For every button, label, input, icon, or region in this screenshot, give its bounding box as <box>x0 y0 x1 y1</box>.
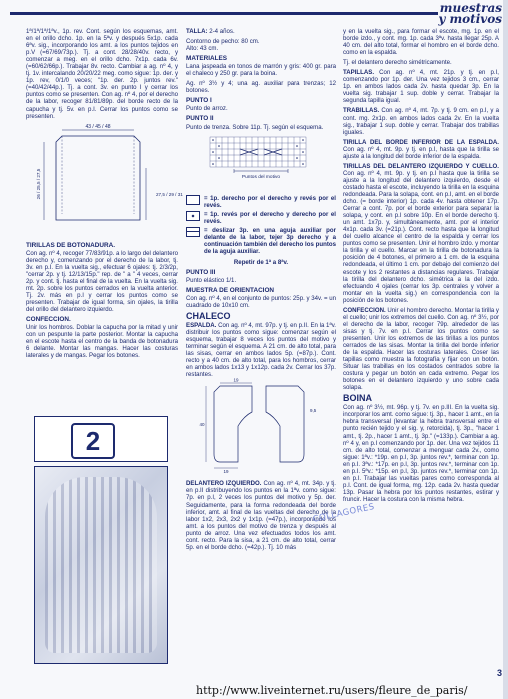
tirillas-del-paragraph <box>343 163 499 304</box>
talla-label: TALLA: <box>186 28 208 35</box>
punto3-text: Punto elástico 1/1. <box>186 276 237 284</box>
tirilla-paragraph <box>343 139 499 160</box>
garment-photo <box>34 466 168 664</box>
brand-line-2: y motivos <box>438 12 502 26</box>
tirillas-heading: TIRILLAS DE BOTONADURA. <box>26 241 115 249</box>
legend-row-1 <box>186 195 336 209</box>
brand-logo <box>438 3 502 25</box>
column-1 <box>26 28 183 362</box>
repetir-text: Repetir de 1ª a 8ªv. <box>233 258 289 266</box>
punto2-heading: PUNTO II <box>186 115 214 123</box>
source-url[interactable]: http://www.liveinternet.ru/users/fleure_de_paris/ <box>196 684 468 697</box>
hood-dim-top: 43 / 45 / 48 <box>85 123 111 130</box>
espalda-text: Con ag. nº 4, mt. 97p. y tj. en p.II. En la 1ªv. distribuir los puntos como sigue: comenzar según el esquema, trabajar 8 veces los puntos del motivo y terminar según el esquema. A 21 cm. de alto total, para las sisas, cerrar en ambos lados 5p. (=87p.). Cont. recto y a 40 cm. de alto total, para los hombros, cerrar en ambos lados 1x13 y 1x12p. cada 2v. Cerrar los 37p. restantes. <box>186 321 336 379</box>
punto1-text: Punto de arroz. <box>186 105 228 113</box>
tapillas-heading: TAPILLAS. <box>343 69 375 77</box>
stitch-chart <box>186 135 336 189</box>
tapillas-paragraph <box>343 69 499 104</box>
cable-cross-icon <box>186 227 200 237</box>
column-3 <box>343 28 499 506</box>
hood-dim-right: 27,5 / 29 / 31 <box>156 191 183 197</box>
confeccion2-paragraph <box>343 307 499 392</box>
punto3-heading: PUNTO III <box>186 268 216 276</box>
talla-value: 2-4 años. <box>209 28 235 35</box>
muestra-heading: MUESTRA DE ORIENTACION <box>186 286 275 294</box>
vest-dim-sisa: 9,5 <box>310 408 317 414</box>
alto: Alto: 43 cm. <box>186 45 219 53</box>
agujas-text: Ag. nº 3½ y 4; una ag. auxiliar para trenzas; 12 botones. <box>186 80 336 95</box>
stitch-legend <box>186 195 336 255</box>
vest-diagram <box>186 377 336 476</box>
espalda-heading: ESPALDA. <box>186 321 217 329</box>
confeccion2-heading: CONFECCION. <box>343 306 386 314</box>
vest-diagram-svg <box>186 377 336 475</box>
column-2 <box>186 28 336 554</box>
confeccion1-text: Unir los hombros. Doblar la capucha por la mitad y unir con un pespunte la parte posterior. Montar la capucha en el escote hasta el centro de la banda de botonadura 6 delante. Montar las mangas. Hacer las costuras laterales y de mangas. Pegar los botones. <box>26 324 178 360</box>
trabillas-text: Con ag. nº 4, mt. 7p. y tj. 9 cm. en p.I, y a cont. mg. 2x1p. en ambos lados cada 2v. En la vuelta sig., trabajar 1 sup. doble y cerrar. Trabajar dos trabillas iguales. <box>343 107 499 136</box>
materiales-text: Lana jaspeada en tonos de marrón y gris: 400 gr. para el chaleco y 250 gr. para la boina. <box>186 63 336 78</box>
header-bar <box>0 0 508 26</box>
tirillas-del-text: Con ag. nº 4, mt. 9p. y tj. en p.I hasta que la tirilla se ajuste a la longitud del delantero izquierdo, desde el costado hasta el escote, incluyendo la tirilla en la esquina redondeada. Para la solapa, cont. en p.I, amt. en el borde dcho. (= borde interior) 1p. cada 4v. hasta obtener 17p. Cerrar a cont. 7p. por el borde exterior para separar la solapa, y cont. en p.I sobre 10p. En el borde derecho tj. un amt. 1x7p. y, simultáneamente, amt. por el interior 4x1p. cada 3v. (=21p.). Cont. recto hasta que la longitud del cuello alcance el centro de la espalda y cerrar los puntos como se presenten. Unir el hombro izdo. y montar la tirilla y el cuello. Marcar en la tirilla de botonadura la posición de 4 botones, el primero a 1 cm. de la esquina redondeada, el último 1 cm. por debajo del comienzo del escote y los 2 restantes a distancias regulares. Trabajar la tirilla del delantero dcho. simétrica a la del izdo. efectuando 4 ojales (cerrar los 3p. centrales y volver a montar en la vuelta sig.) en correspondencia con la posición de los botones. <box>343 169 499 304</box>
knit-texture <box>45 477 157 653</box>
contorno: Contorno de pecho: 80 cm. <box>186 38 260 46</box>
hood-diagram <box>26 123 183 238</box>
col1-intro: 1ª/1ª/1ª/1ªv., 1p. rev. Cont. según los esquemas, amt. en el orillo dcho. 1p. en la 5ªv. y después 5x1p. cada 6ªv. sig., incorporando los amt. a los puntos tejidos en p.V (=67/69/73p.). Tj. a cont. 28/28/40v. recto, y comenzar a meg. en el orillo dcho. 7x1p. cada 6v. (=60/62/66p.). Trabajar 8v. recto. Cambiar a ag. nº 4, y tj. 1v. intercalando 20/20/22 meg. como sigue: 1p. der. y 1p. rev, 0/1/0 veces; "1p. der. 2p. juntos rev." (=40/42/44p.). Tj. a cont. 3v. en punto I y cerrar los puntos como se presenten. Con ag. nº 4, por el derecho de la labor, recoger 81/81/89p. del borde recto de la capucha y tj. 5v. en p.I. Cerrar los puntos como se presenten. <box>26 28 178 120</box>
col3-continuation: y en la vuelta sig., para formar el escote, mg. 1p. en el borde izdo., y cont. mg. 1p. cada 3ªv. hasta llegar 25p. A 40 cm. del alto total, formar el hombro en el borde dcho. como en la espalda. <box>343 28 499 57</box>
vest-dim-top: 19 <box>233 377 239 383</box>
trabillas-heading: TRABILLAS. <box>343 107 380 115</box>
delantero-heading: DELANTERO IZQUIERDO. <box>186 480 262 488</box>
hood-dim-left: 26 / 25,5 / 27,5 <box>36 168 41 199</box>
tirilla-text: Con ag. nº 4, mt. 9p. y tj. en p.I, hasta que la tirilla se ajuste a la longitud del borde inferior de la espalda. <box>343 145 499 160</box>
stitch-chart-svg <box>186 135 336 187</box>
legend-row-3 <box>186 227 336 255</box>
tapillas-text: Con ag. nº 4, mt. 21p. y tj. en p.I, comenzando por 1p. der. Una vez tejidos 3 cm., cerrar 1p. en ambos lados cada 2v. hasta quedar 3p. En la vuelta sig. trabajar 1 sup. doble y cerrar. Trabajar la segunda tapilla igual. <box>343 69 499 105</box>
confeccion2-text: Unir el hombro derecho. Montar la tirilla y el cuello; unir los extremos del cuello. Con ag. nº 3½, por el derecho de la labor, recoger 79p. alrededor de las sisas y tj. 7v. en p.I. Cerrar los puntos como se presenten. Unir los extremos de las tirillas a los puntos cerrados de las sisas. Montar la tirilla del borde inferior de la espalda. Hacer las costuras laterales. Coser las tapillas como muestra la fotografía y fijar con un botón. Situar las trabillas en los costados centrados sobre la costura y pegar un botón en cada extremo. Pegar los botones en el delantero izquierdo y uno sobre cada solapa. <box>343 306 499 392</box>
legend-text-2: = 1p. revés por el derecho y derecho por el revés. <box>204 210 336 225</box>
legend-text-1: = 1p. derecho por el derecho y revés por el revés. <box>204 194 336 209</box>
vest-dim-bottom: 19 <box>223 469 229 475</box>
header-rule <box>10 12 438 15</box>
punto2-text: Punto de trenza. Sobre 11p. Tj. según el esquema. <box>186 123 324 131</box>
legend-text-3: = deslizar 3p. en una aguja auxiliar por delante de la labor, tejer 3p derecho y a continuación también del derecho los puntos de la aguja auxiliar. <box>204 226 336 255</box>
delantero-text: Con ag. nº 4, mt. 34p. y tj. en p.II distribuyendo los puntos en la 1ªv. como sigue: 7p. en p.I, 2 veces los puntos del motivo y 5p. der. Seguidamente, para la forma redondeada del borde inferior, amt. al final de las vueltas del derecho de la labor 1x2, 2x3, 2x2 y 1x1p. (=47p.), incorporando los amt. a los puntos del motivo de trenza y después al punto de arroz. Una vez efectuados todos los amt. cont. recto. Para la sisa, a 21 cm. de alto total, cerrar 5p. en el borde dcho. (=42p.). Tj. 10 más <box>186 480 336 551</box>
tirillas-del-heading: TIRILLAS DEL DELANTERO IZQUIERDO Y CUELLO. <box>343 162 499 170</box>
pattern-number-box <box>34 416 168 462</box>
talla-line <box>186 28 336 35</box>
materiales-heading: MATERIALES <box>186 55 228 63</box>
page-number: 3 <box>496 668 502 678</box>
watermark: COLLAGORES <box>312 501 376 525</box>
square-icon <box>186 195 200 205</box>
brand-line-1: muestras <box>439 1 502 15</box>
chaleco-heading: CHALECO <box>186 310 231 321</box>
pattern-number: 2 <box>71 423 115 459</box>
vest-dim-height: 40 <box>199 422 205 428</box>
hood-diagram-svg <box>26 123 183 236</box>
muestra-text: Con ag. nº 4, en el conjunto de puntos: 25p. y 34v. = un cuadrado de 10x10 cm. <box>186 294 336 309</box>
tirilla-heading: TIRILLA DEL BORDE INFERIOR DE LA ESPALDA. <box>343 138 499 146</box>
espalda-paragraph <box>186 322 336 378</box>
trabillas-paragraph <box>343 107 499 135</box>
confeccion1-heading: CONFECCION. <box>26 316 71 324</box>
boina-heading: BOINA <box>343 393 372 404</box>
page-edge <box>503 0 508 699</box>
punto1-heading: PUNTO I <box>186 97 212 105</box>
legend-row-2 <box>186 211 336 225</box>
derecho-text: Tj. el delantero derecho simétricamente. <box>343 59 452 67</box>
tirillas-text: Con ag. nº 4, recoger 77/83/91p. a lo largo del delantero derecho y, comenzando por el derecho de la labor, tj. 3v. en p.I. En la vuelta sig., efectuar 6 ojales: tj. 2/3/2p, "cerrar 2p. y tj. 12/13/15p." rep. de " a " 4 veces, cerrar 2p. y cont. tj. hasta el final de la vuelta. En la vuelta sig. mt. 2p. sobre los puntos cerrados en la vuelta anterior. Tj. 2v. más en p.I y cerrar los puntos como se presenten. Trabajar de igual forma, sin ojales, la tirilla del orillo del delantero izquierdo. <box>26 249 178 314</box>
dot-square-icon <box>186 211 200 221</box>
motivo-label: Puntos del motivo <box>241 174 281 180</box>
boina-text: Con ag. nº 3½, mt. 96p. y tj. 7v. en p.III. En la vuelta sig. incorporar los amt. como sigue: tj. 3p., hacer 1 amt., en la hebra transversal (levantar la hebra transversal entre el punto recién tejido y el sig. y, retorcida), tj. 3p., "hacer 1 amt., tj. 2p., hacer 1 amt., tj. 3p." (=133p.). Cambiar a ag. nº 4 y, en p.I comenzando por 1p. der. Una vez tejidos 11 cm. de alto total, comenzar a menguar cada 2v., como sigue: 1ªv.: *19p. en p.I, 3p. juntos rev.*, terminar con 1p. en p.I. 3ªv.: *17p. en p.I, 3p. juntos rev.*, terminar con 1p. en p.I. 5ªv.: *15p. en p.I, 3p. juntos rev.*, terminar con 1p. en p.I. Trabajar las vueltas pares como corresponda al p.I. Cont. de igual forma, mg. 12p. cada 2v. hasta quedar 13p. Pasar la hebra por los puntos restantes, estirar y fruncir. Hacer la costura con la misma hebra. <box>343 404 499 503</box>
